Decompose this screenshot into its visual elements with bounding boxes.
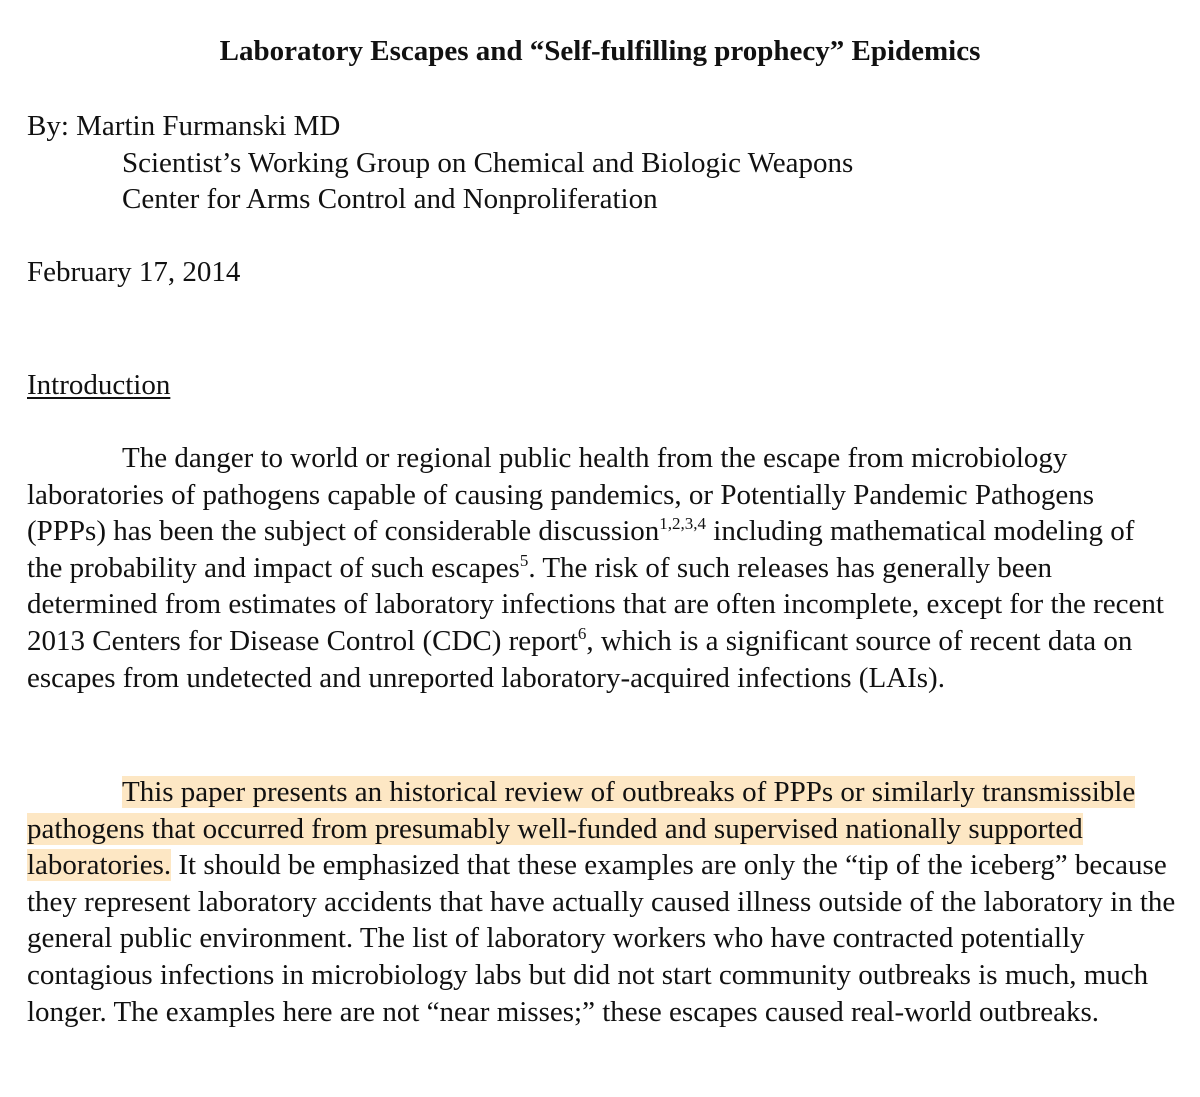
citation-6: 6 [577, 623, 587, 643]
affiliation-1: Scientist’s Working Group on Chemical and Biologic Weapons [122, 147, 854, 179]
affiliation-2: Center for Arms Control and Nonproliferation [122, 183, 658, 215]
citation-5: 5 [519, 550, 529, 570]
paragraph-1-text-c: . The risk of such releases has generally been determined from estimates of laboratory infections that are often incomplete, except for the recent 2013 Centers for Disease Control (CDC) report [27, 551, 1164, 657]
paragraph-1-text-d: , which is a significant source of recent data on escapes from undetected and unreported laboratory-acquired infections (LAIs). [27, 624, 1133, 694]
paragraph-1-text-b: including mathematical modeling of the probability and impact of such escapes [27, 515, 1135, 584]
intro-paragraph-2 [27, 774, 1177, 1030]
paragraph-1-text-a: The danger to world or regional public health from the escape from microbiology laboratories of pathogens capable of causing pandemics, or Potentially Pandemic Pathogens (PPPs) has been the subject of considerable discussion [27, 442, 1095, 548]
citation-1-4: 1,2,3,4 [659, 514, 707, 534]
highlighted-sentence: This paper presents an historical review of outbreaks of PPPs or similarly transmissible pathogens that occurred from presumably well-funded and supervised nationally supported laboratories. [27, 776, 1136, 882]
section-heading-introduction: Introduction [27, 369, 171, 401]
document-date: February 17, 2014 [27, 256, 241, 288]
author-byline: By: Martin Furmanski MD [27, 110, 341, 142]
intro-paragraph-1 [27, 440, 1177, 696]
document-title: Laboratory Escapes and “Self-fulfilling prophecy” Epidemics [219, 35, 981, 67]
paragraph-2-text: It should be emphasized that these examples are only the “tip of the iceberg” because they represent laboratory accidents that have actually caused illness outside of the laboratory in the general public environment. The list of laboratory workers who have contracted potentially contagious infections in microbiology labs but did not start community outbreaks is much, much longer. The examples here are not “near misses;” these escapes caused real-world outbreaks. [27, 849, 1176, 1028]
